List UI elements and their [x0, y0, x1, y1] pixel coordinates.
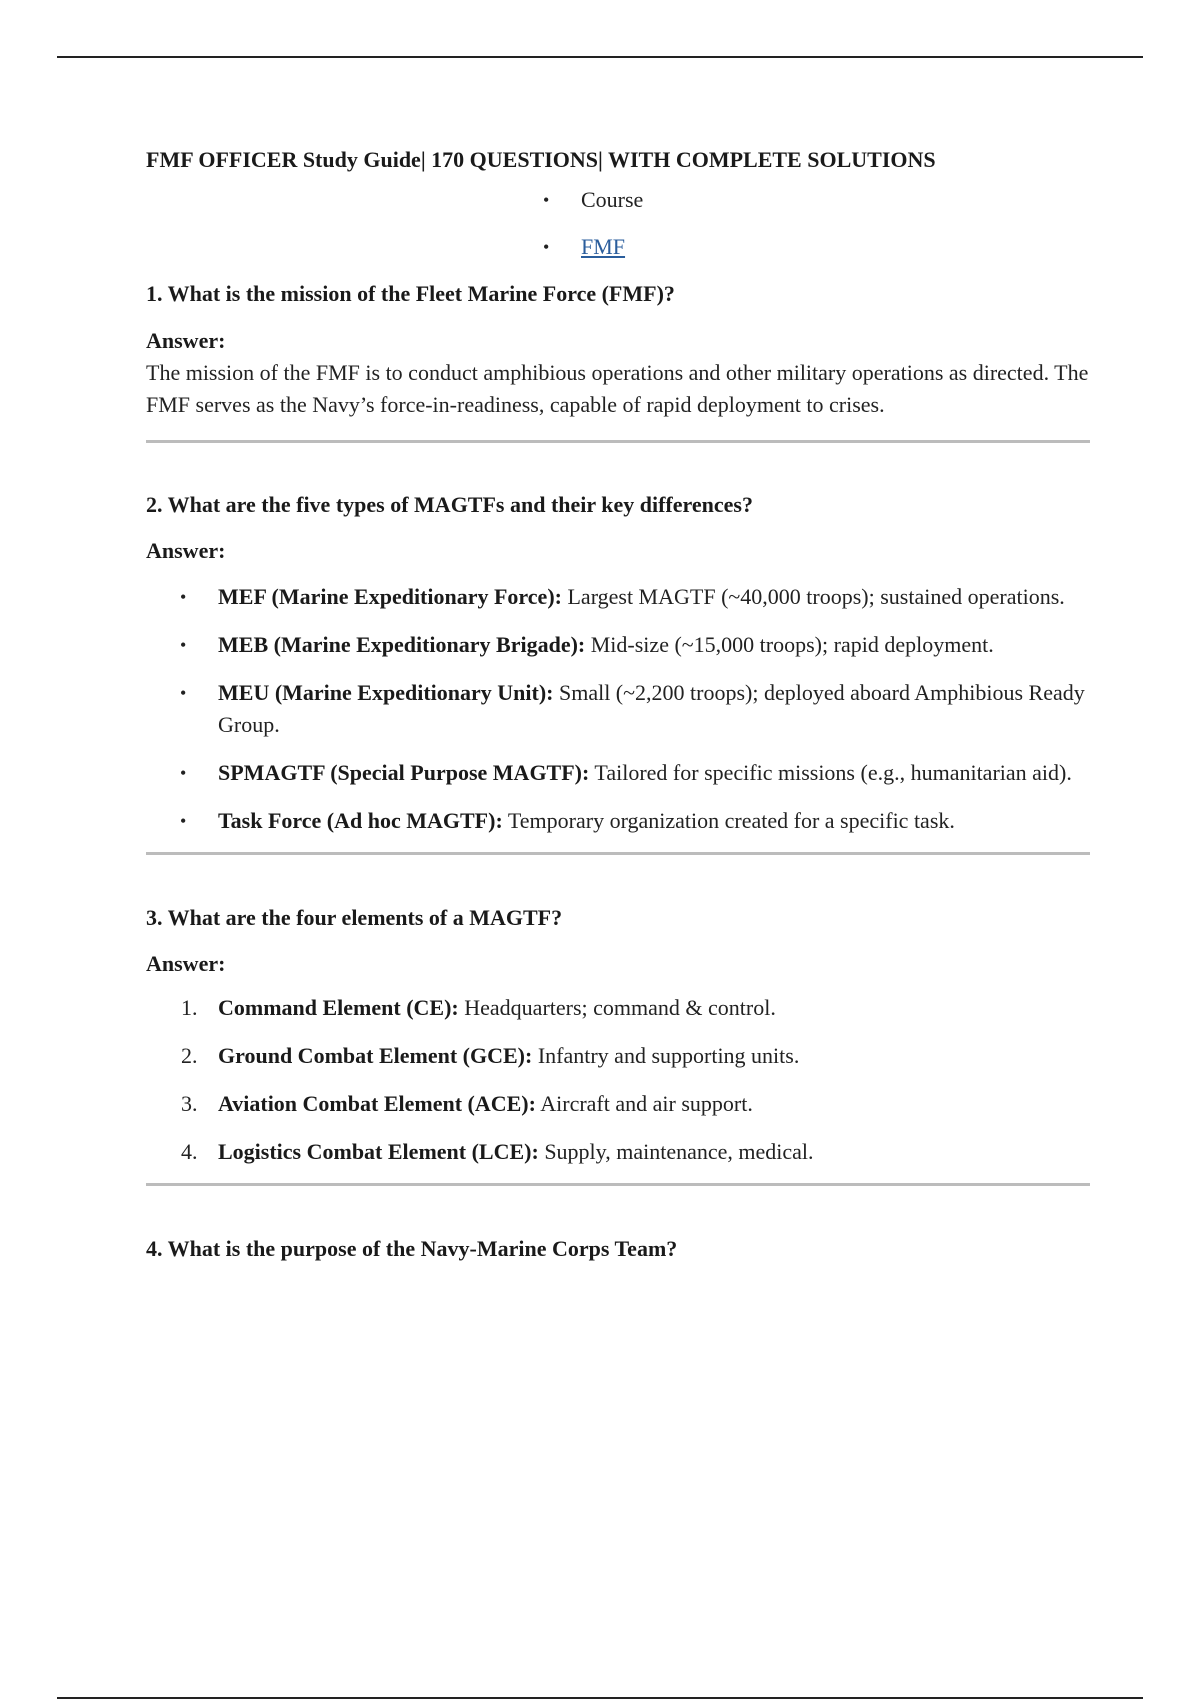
- bullet-marker: •: [180, 763, 187, 783]
- meta-item-course: [146, 183, 1090, 217]
- question-1-section: [146, 277, 1090, 421]
- list-item-desc: Mid-size (~15,000 troops); rapid deployment.: [585, 632, 994, 657]
- list-item-number: 1.: [181, 995, 198, 1020]
- bullet-marker: •: [543, 190, 550, 210]
- list-item-desc: Aircraft and air support.: [535, 1091, 753, 1116]
- question-1-heading: 1. What is the mission of the Fleet Marine Force (FMF)?: [146, 281, 675, 306]
- list-item: [146, 1040, 1090, 1072]
- list-item-term: Command Element (CE):: [218, 995, 459, 1020]
- list-item-desc: Tailored for specific missions (e.g., humanitarian aid).: [589, 760, 1072, 785]
- list-item: [146, 1088, 1090, 1120]
- answer-label: Answer:: [146, 328, 226, 353]
- question-1-answer: The mission of the FMF is to conduct amphibious operations and other military operations as directed. The FMF serves as the Navy’s force-in-readiness, capable of rapid deployment to crises.: [146, 360, 1089, 417]
- list-item: [146, 1136, 1090, 1168]
- section-divider: [146, 440, 1090, 443]
- list-item-desc: Temporary organization created for a specific task.: [502, 808, 955, 833]
- bullet-marker: •: [180, 587, 187, 607]
- page-bottom-rule: [57, 1697, 1143, 1699]
- list-item: [146, 992, 1090, 1024]
- list-item-desc: Largest MAGTF (~40,000 troops); sustained operations.: [561, 584, 1065, 609]
- list-item-term: Ground Combat Element (GCE):: [218, 1043, 533, 1068]
- list-item-number: 4.: [181, 1139, 198, 1164]
- bullet-marker: •: [180, 811, 187, 831]
- bullet-marker: •: [180, 683, 187, 703]
- list-item-term: Aviation Combat Element (ACE):: [218, 1091, 536, 1116]
- list-item-term: Task Force (Ad hoc MAGTF):: [218, 808, 503, 833]
- list-item: [146, 677, 1090, 741]
- section-divider: [146, 1183, 1090, 1186]
- fmf-link[interactable]: FMF: [581, 234, 626, 259]
- list-item-term: MEF (Marine Expeditionary Force):: [218, 584, 562, 609]
- list-item-desc: Infantry and supporting units.: [532, 1043, 800, 1068]
- section-divider: [146, 852, 1090, 855]
- magtf-types-list: [146, 581, 1090, 837]
- list-item-desc: Headquarters; command & control.: [458, 995, 776, 1020]
- document-title: FMF OFFICER Study Guide| 170 QUESTIONS| WITH COMPLETE SOLUTIONS: [146, 147, 936, 172]
- page-top-rule: [57, 56, 1143, 58]
- question-4-section: [146, 1232, 1090, 1266]
- magtf-elements-list: [146, 992, 1090, 1168]
- list-item-number: 2.: [181, 1043, 198, 1068]
- list-item-desc: Small (~2,200 troops); deployed aboard Amphibious Ready Group.: [218, 680, 1085, 737]
- list-item-term: MEU (Marine Expeditionary Unit):: [218, 680, 554, 705]
- meta-list: [146, 183, 1090, 264]
- answer-label: Answer:: [146, 538, 226, 563]
- document-body: [146, 143, 1090, 1266]
- meta-item-label: Course: [581, 187, 644, 212]
- question-3-section: [146, 901, 1090, 1168]
- question-2-section: [146, 488, 1090, 837]
- list-item-term: Logistics Combat Element (LCE):: [218, 1139, 539, 1164]
- list-item: [146, 629, 1090, 661]
- meta-item-fmf: [146, 230, 1090, 264]
- list-item: [146, 757, 1090, 789]
- bullet-marker: •: [180, 635, 187, 655]
- list-item: [146, 581, 1090, 613]
- list-item-term: MEB (Marine Expeditionary Brigade):: [218, 632, 586, 657]
- list-item-desc: Supply, maintenance, medical.: [538, 1139, 814, 1164]
- list-item: [146, 805, 1090, 837]
- question-4-heading: 4. What is the purpose of the Navy-Marine Corps Team?: [146, 1236, 678, 1261]
- list-item-term: SPMAGTF (Special Purpose MAGTF):: [218, 760, 590, 785]
- question-2-heading: 2. What are the five types of MAGTFs and their key differences?: [146, 492, 753, 517]
- bullet-marker: •: [543, 237, 550, 257]
- answer-label: Answer:: [146, 951, 226, 976]
- question-3-heading: 3. What are the four elements of a MAGTF?: [146, 905, 563, 930]
- list-item-number: 3.: [181, 1091, 198, 1116]
